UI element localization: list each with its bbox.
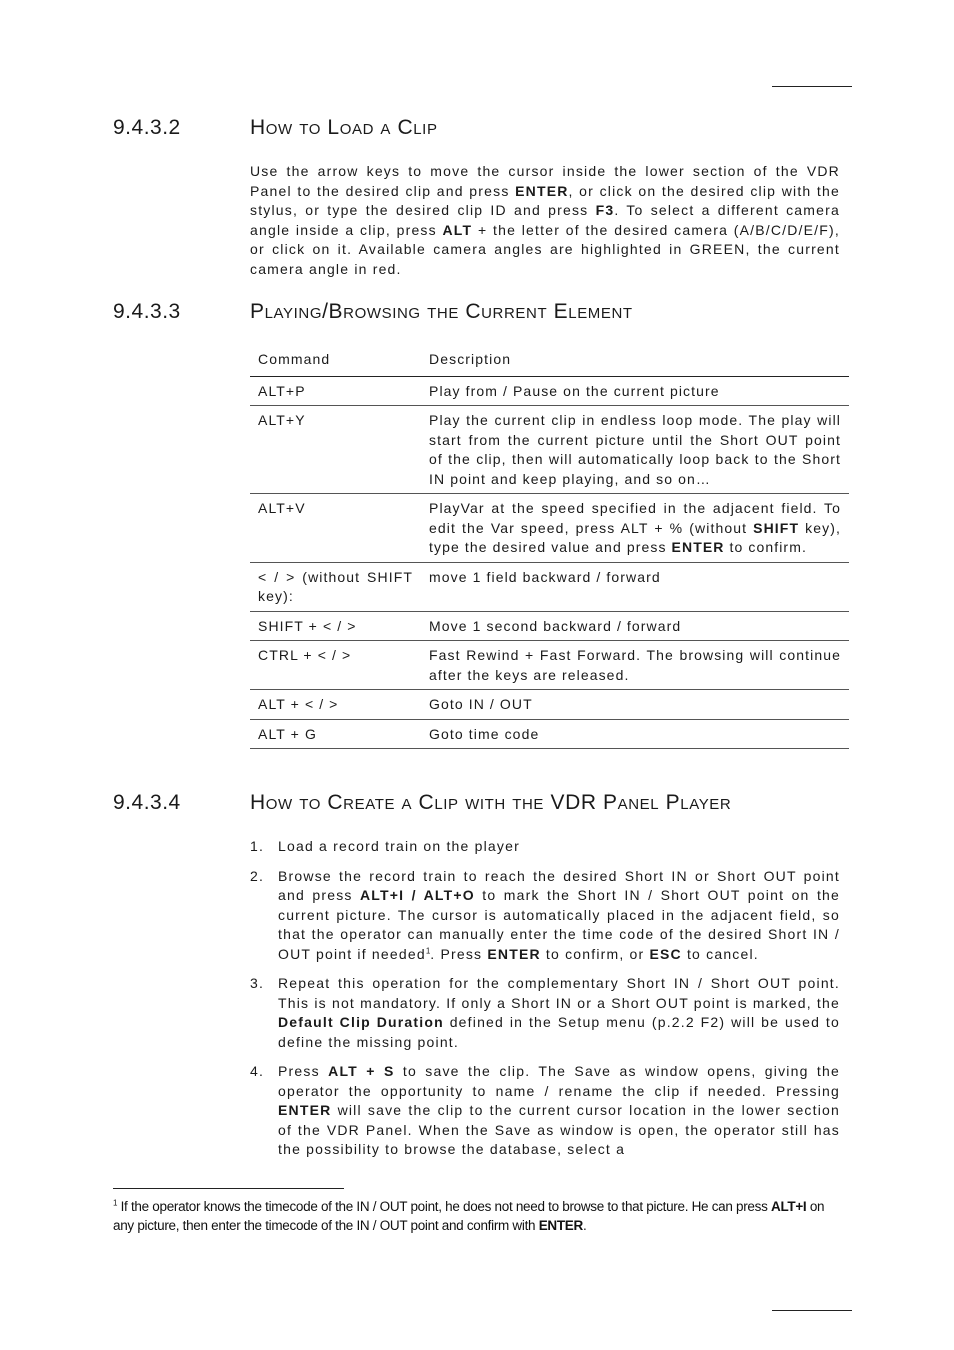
key-enter: ENTER bbox=[487, 945, 541, 962]
section-title: How to Load a Clip bbox=[250, 116, 438, 139]
key-shift: SHIFT bbox=[753, 519, 800, 536]
step-number: 2. bbox=[250, 867, 265, 884]
description-cell: move 1 field backward / forward bbox=[421, 562, 849, 611]
text: will save the clip to the current cursor location in the lower section of the VDR Panel. When the Save as window is open, the operator still has the possibility to browse the database, select a bbox=[278, 1102, 840, 1157]
text: to confirm, or bbox=[540, 945, 650, 962]
footnote bbox=[113, 1197, 833, 1235]
text: If the operator knows the timecode of the IN / OUT point, he does not need to browse to that picture. He can press bbox=[117, 1199, 771, 1214]
key-alt-i-alt-o: ALT+I / ALT+O bbox=[360, 887, 475, 903]
key-alt: ALT bbox=[442, 221, 473, 238]
section-number: 9.4.3.4 bbox=[113, 791, 181, 814]
step-number: 4. bbox=[250, 1063, 265, 1079]
description-cell: Goto IN / OUT bbox=[421, 690, 849, 720]
text: to save the clip. The Save as window opens, giving the operator the opportunity to name / rename the clip if needed. Pressing bbox=[278, 1063, 840, 1099]
footnote-ref[interactable]: 1 bbox=[425, 945, 431, 955]
text: , or click on the desired clip with the stylus, or type the desired clip ID and press bbox=[250, 182, 840, 218]
table-header-row bbox=[250, 344, 849, 376]
description-cell: Goto time code bbox=[421, 719, 849, 749]
text: + the letter of the desired camera (A/B/C/D/E/F), or click on it. Available camera angles are highlighted in GREEN, the current camera angle in red. bbox=[250, 221, 840, 277]
text: Browse the record train to reach the desired Short IN or Short OUT point and press bbox=[278, 867, 840, 903]
section-title: Playing/Browsing the Current Element bbox=[250, 300, 633, 323]
description-cell: Play from / Pause on the current picture bbox=[421, 376, 849, 406]
text: . To select a different camera angle inside a clip, press bbox=[250, 202, 840, 238]
command-cell: CTRL + < / > bbox=[250, 641, 421, 690]
key-enter: ENTER bbox=[515, 182, 569, 199]
text: Load a record train on the player bbox=[278, 838, 520, 854]
command-cell: SHIFT + < / > bbox=[250, 611, 421, 641]
list-item bbox=[250, 867, 840, 965]
command-cell: ALT+V bbox=[250, 494, 421, 563]
table-row bbox=[250, 611, 849, 641]
section-number: 9.4.3.3 bbox=[113, 300, 181, 323]
setting-default-clip-duration: Default Clip Duration bbox=[278, 1014, 444, 1030]
description-cell bbox=[421, 494, 849, 563]
header-rule bbox=[772, 86, 852, 87]
table-row bbox=[250, 494, 849, 563]
footer-rule bbox=[772, 1310, 852, 1311]
step-number: 3. bbox=[250, 975, 265, 991]
table-row bbox=[250, 719, 849, 749]
text: Use the arrow keys to move the cursor inside the lower section of the VDR Panel to the desired clip and press bbox=[250, 163, 840, 199]
key-enter: ENTER bbox=[538, 1218, 583, 1233]
text: to confirm. bbox=[724, 539, 807, 555]
text: defined in the Setup menu (p.2.2 F2) will be used to define the missing point. bbox=[278, 1014, 840, 1050]
text: . bbox=[582, 1218, 587, 1233]
key-enter: ENTER bbox=[671, 539, 725, 555]
description-cell: Fast Rewind + Fast Forward. The browsing will continue after the keys are released. bbox=[421, 641, 849, 690]
key-esc: ESC bbox=[649, 945, 682, 962]
footnote-number: 1 bbox=[113, 1198, 118, 1208]
description-cell: Move 1 second backward / forward bbox=[421, 611, 849, 641]
command-cell: ALT + < / > bbox=[250, 690, 421, 720]
step-number: 1. bbox=[250, 838, 265, 854]
table-row bbox=[250, 641, 849, 690]
command-cell: ALT+Y bbox=[250, 406, 421, 494]
text: key), type the desired value and press bbox=[429, 519, 841, 555]
create-clip-steps bbox=[250, 837, 840, 1170]
command-table bbox=[250, 344, 849, 749]
list-item bbox=[250, 974, 840, 1052]
list-item bbox=[250, 837, 840, 857]
key-alt-s: ALT + S bbox=[328, 1063, 395, 1079]
text: . Press bbox=[430, 945, 488, 962]
load-clip-paragraph bbox=[250, 162, 840, 279]
column-header-command: Command bbox=[250, 344, 421, 376]
key-f3: F3 bbox=[595, 202, 615, 218]
column-header-description: Description bbox=[421, 344, 849, 376]
text: PlayVar at the speed specified in the adjacent field. To edit the Var speed, press ALT + % (without bbox=[429, 500, 841, 536]
text: to cancel. bbox=[681, 945, 759, 962]
text: Repeat this operation for the complementary Short IN / Short OUT point. This is not mandatory. If only a Short IN or a Short OUT point is marked, the bbox=[278, 975, 840, 1011]
table-row bbox=[250, 562, 849, 611]
command-cell: ALT+P bbox=[250, 376, 421, 406]
table-row bbox=[250, 376, 849, 406]
text: Press bbox=[278, 1063, 329, 1079]
list-item bbox=[250, 1062, 840, 1160]
text: on any picture, then enter the timecode of the IN / OUT point and confirm with bbox=[113, 1199, 825, 1233]
command-cell: < / > (without SHIFT key): bbox=[250, 562, 421, 611]
table-row bbox=[250, 406, 849, 494]
command-cell: ALT + G bbox=[250, 719, 421, 749]
section-number: 9.4.3.2 bbox=[113, 116, 181, 139]
text: to mark the Short IN / Short OUT point on the current picture. The cursor is automatically placed in the adjacent field, so that the operator can manually enter the time code of the desired Short IN / OUT point if needed bbox=[278, 887, 841, 962]
key-enter: ENTER bbox=[278, 1102, 332, 1118]
table-row bbox=[250, 690, 849, 720]
footnote-rule bbox=[113, 1188, 344, 1189]
description-cell: Play the current clip in endless loop mode. The play will start from the current picture until the Short OUT point of the clip, then will automatically loop back to the Short IN point and keep playing, and so on… bbox=[421, 406, 849, 494]
section-title: How to Create a Clip with the VDR Panel Player bbox=[250, 791, 732, 814]
key-alt-i: ALT+I bbox=[771, 1199, 807, 1214]
